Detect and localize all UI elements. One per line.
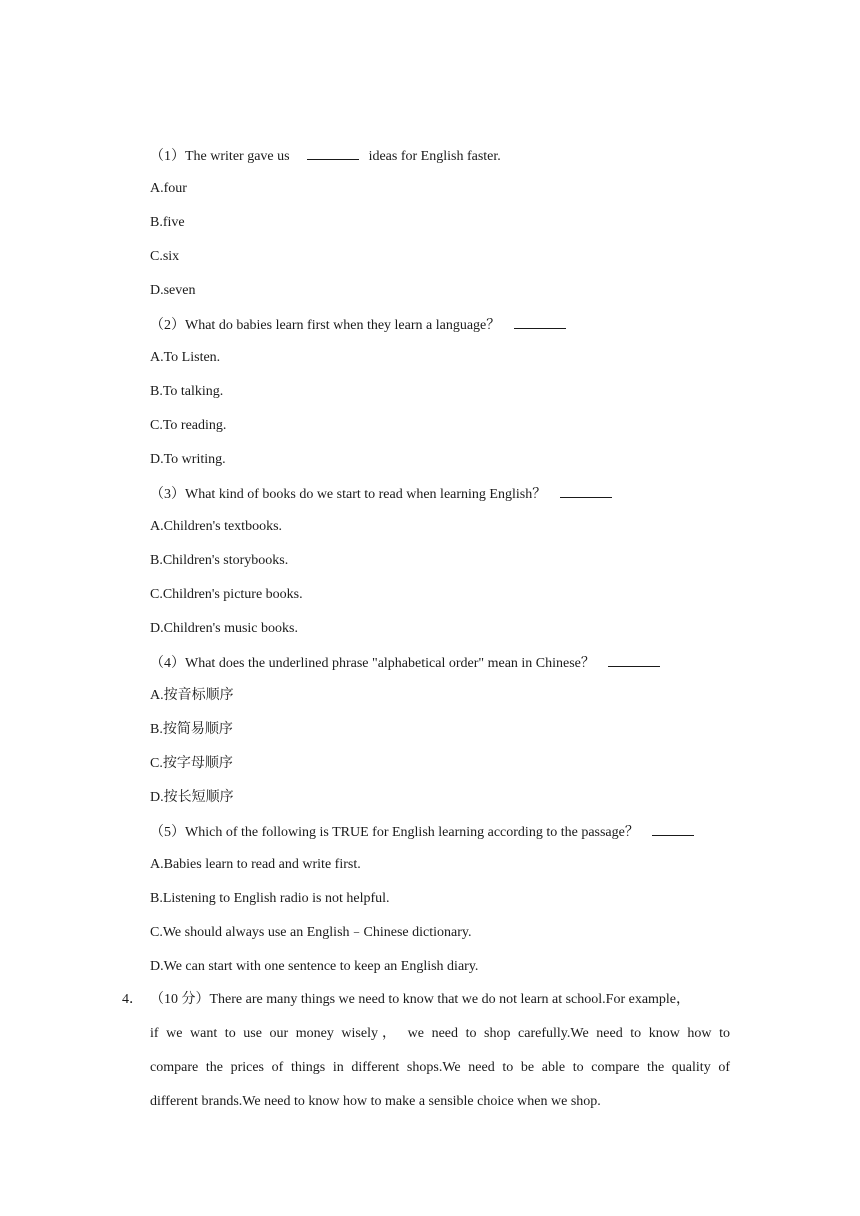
option-2a: A.To Listen. — [150, 350, 221, 365]
option-2c: C.To reading. — [150, 418, 227, 433]
option-3b: B.Children's storybooks. — [150, 553, 289, 568]
question-5-text: （5）Which of the following is TRUE for English learning according to the passage？ — [150, 825, 639, 840]
answer-blank-1[interactable] — [307, 145, 359, 160]
option-1a: A.four — [150, 181, 187, 196]
answer-blank-2[interactable] — [514, 314, 566, 329]
question-1-text: （1）The writer gave us — [150, 149, 290, 164]
option-2b: B.To talking. — [150, 384, 224, 399]
question-2-stem — [150, 314, 572, 336]
option-5d: D.We can start with one sentence to keep an English diary. — [150, 959, 479, 974]
passage-4-line-3: different brands.We need to know how to make a sensible choice when we shop. — [150, 1094, 601, 1109]
option-4c: C.按字母顺序 — [150, 756, 233, 771]
option-3a: A.Children's textbooks. — [150, 519, 283, 534]
question-4-stem — [150, 652, 666, 674]
question-1-text-after: ideas for English faster. — [368, 149, 501, 164]
question-3-stem — [150, 483, 618, 505]
answer-blank-3[interactable] — [560, 483, 612, 498]
question-5-stem — [150, 821, 700, 843]
question-number-4: 4． — [122, 992, 143, 1007]
question-4-text: （4）What does the underlined phrase "alphabetical order" mean in Chinese？ — [150, 656, 595, 671]
option-1b: B.five — [150, 215, 185, 230]
passage-4-line-2: compare the prices of things in different shops.We need to be able to compare the quality of — [150, 1060, 730, 1075]
question-3-text: （3）What kind of books do we start to read when learning English？ — [150, 487, 547, 502]
option-5a: A.Babies learn to read and write first. — [150, 857, 361, 872]
question-2-text: （2）What do babies learn first when they learn a language？ — [150, 318, 501, 333]
option-4d: D.按长短顺序 — [150, 790, 234, 805]
option-4a: A.按音标顺序 — [150, 688, 234, 703]
option-3d: D.Children's music books. — [150, 621, 298, 636]
option-5c: C.We should always use an English﹣Chinese dictionary. — [150, 925, 472, 940]
option-3c: C.Children's picture books. — [150, 587, 303, 602]
option-1d: D.seven — [150, 283, 196, 298]
question-1-stem — [150, 145, 501, 167]
answer-blank-5[interactable] — [652, 821, 694, 836]
passage-4-line-1: if we want to use our money wisely， we need to shop carefully.We need to know how to — [150, 1026, 730, 1041]
option-2d: D.To writing. — [150, 452, 226, 467]
answer-blank-4[interactable] — [608, 652, 660, 667]
passage-4-lead: （10 分）There are many things we need to know that we do not learn at school.For example， — [150, 992, 691, 1007]
option-1c: C.six — [150, 249, 180, 264]
option-4b: B.按简易顺序 — [150, 722, 233, 737]
option-5b: B.Listening to English radio is not helpful. — [150, 891, 390, 906]
